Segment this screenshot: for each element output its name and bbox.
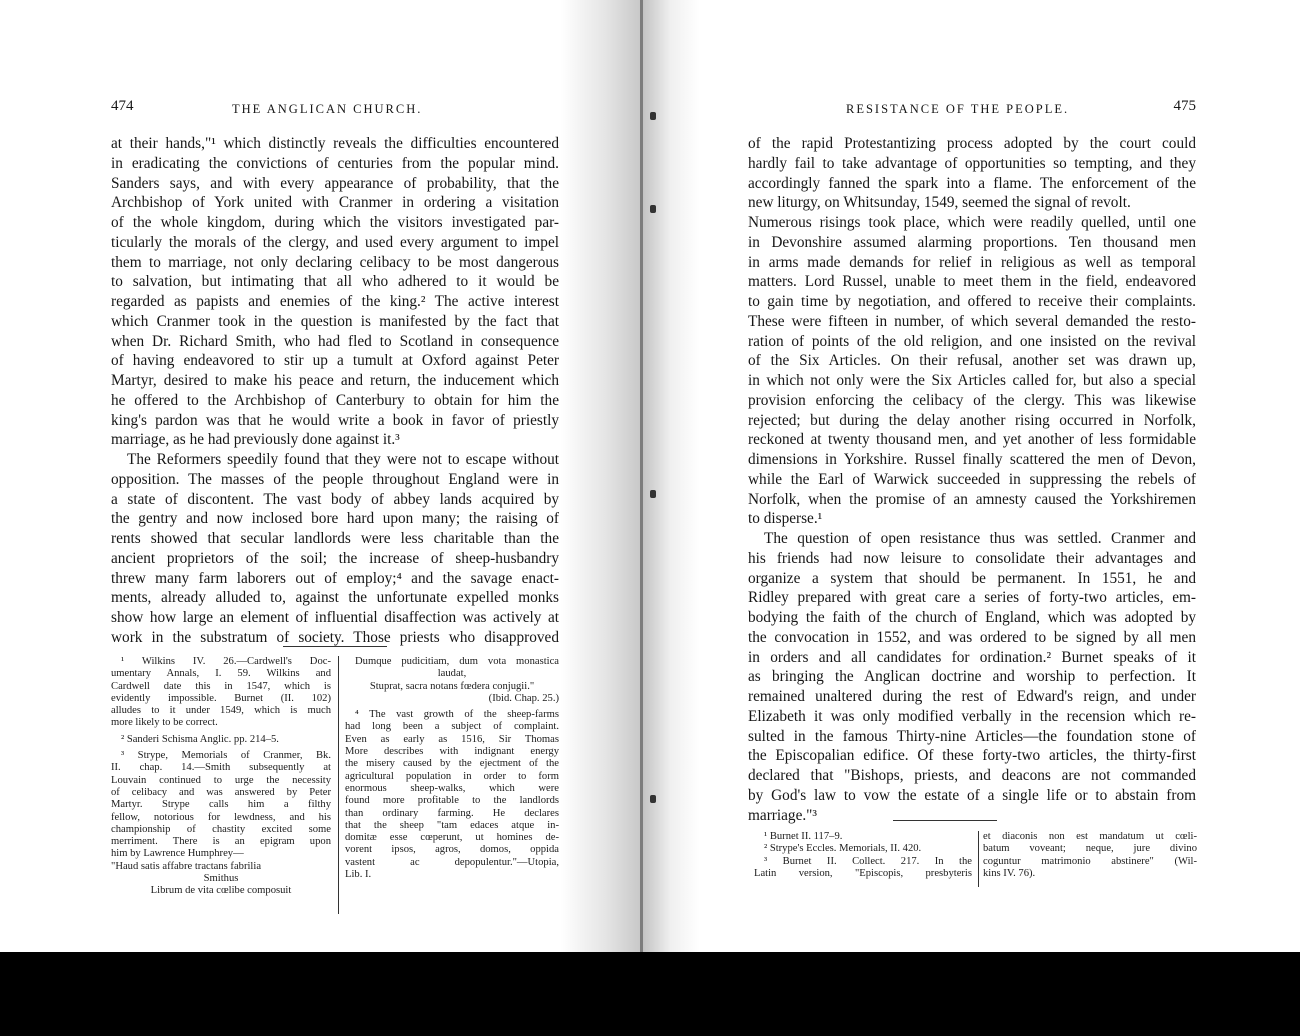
text-line: in eradicating the convictions of centuries from the popular mind. [111,154,559,172]
page-fold [640,0,643,952]
footnote-line: "Haud satis affabre tractans fabrilia [111,860,262,872]
text-line: ments, already alluded to, against the unfortunate expelled monks [111,589,559,607]
right-footnotes-col2 [983,831,1197,880]
text-line: regarded as papists and enemies of the king.² The active interest [111,293,559,310]
footnote-line: championship of chastity excited some [111,823,331,835]
footnote-line: agricultural population in order to form [345,770,559,782]
text-line: of having endeavored to stir up a tumult at Oxford against Peter [111,352,559,370]
footnote-line: merriment. There is an epigram upon [111,836,331,848]
text-line: in which not only were the Six Articles called for, but also a special [748,372,1196,389]
footnote-line: ¹ Wilkins IV. 26.—Cardwell's Doc- [121,656,331,667]
text-line: rejected; but during the delay another rising occurred in Norfolk, [748,411,1196,429]
footnote-line: domitæ esse cœperunt, ut homines de- [345,832,559,844]
binding-stitch [650,112,656,120]
left-header-title: THE ANGLICAN CHURCH. [232,102,423,116]
text-line: threw many farm laborers out of employ;⁴ and the savage enact- [111,569,559,587]
text-line: show how large an element of influential disaffection was actively at [111,609,559,626]
text-line: in orders and all candidates for ordination.² Burnet speaks of it [748,648,1196,666]
left-body-text [111,134,559,648]
text-line: reckoned at twenty thousand men, and yet another of less formidable [748,431,1196,449]
text-line: of the rapid Protestantizing process adopted by the court could [748,135,1196,152]
text-line: to salvation, but intimating that all who adhered to it would be [111,273,559,291]
binding-stitch [650,490,656,498]
footnote-line: Martyr. Strype calls him a filthy [111,799,331,811]
right-footnote-divider [978,831,979,887]
text-line: hardly fail to take advantage of opportunities so tempting, and they [748,154,1196,172]
text-line: to gain time by negotiation, and offered to receive their complaints. [748,293,1196,310]
text-line: by God's law to vow the estate of a single life or to abstain from [748,786,1196,804]
footnote-line: fellow, notorious for lewdness, and his [111,811,331,823]
text-line: in arms made demands for relief in religious as well as temporal [748,253,1196,271]
text-line: he offered to the Archbishop of Canterbury to obtain for him the [111,391,559,409]
right-footnote-rule [893,820,997,821]
footnote-line: (Ibid. Chap. 25.) [488,692,559,704]
footnote-line: enormous sheep-walks, which were [345,782,559,794]
binding-stitch [650,795,656,803]
footnote-line: Cardwell date this in 1547, which is [111,680,331,692]
right-running-head [748,98,1196,122]
text-line: declared that "Bishops, priests, and deacons are not commanded [748,767,1196,784]
text-line: while the Earl of Warwick succeeded in suppressing the rebels of [748,470,1196,488]
footnote-line: et diaconis non est mandatum ut cœli- [983,831,1197,842]
footnote-line: batum voveant; neque, jure divino [983,843,1197,855]
footnote-line: that the sheep "tam edaces atque in- [345,819,559,831]
text-line: of the Six Articles. On their refusal, another set was drawn up, [748,352,1196,370]
text-line: accordingly fanned the spark into a flame. The enforcement of the [748,174,1196,192]
footnote-line: ² Strype's Eccles. Memorials, II. 420. [764,843,922,855]
text-line: Numerous risings took place, which were readily quelled, until one [748,214,1196,231]
text-line: ancient proprietors of the soil; the increase of sheep-husbandry [111,549,559,567]
gutter-shadow-left [560,0,642,952]
text-line: Ridley prepared with great care a series of forty-two articles, em- [748,589,1196,607]
footnote-line: Louvain continued to urge the necessity [111,774,331,786]
right-body-text [748,134,1196,825]
text-line: when Dr. Richard Smith, who had fled to Scotland in consequence [111,332,559,350]
left-page-number: 474 [111,98,134,114]
footnote-line: ³ Burnet II. Collect. 217. In the [764,855,972,867]
footnote-line: had long been a subject of complaint. [345,721,559,733]
text-line: the Episcopalian edifice. Of these forty-two articles, the thirty-first [748,747,1196,765]
footnote-line: him by Lawrence Humphrey— [111,848,244,860]
text-line: matters. Lord Russel, unable to meet them in the field, endeavored [748,273,1196,291]
footnote-line: vorent ipsos, agros, domos, oppida [345,844,559,856]
text-line: his friends had now leisure to consolidate their advantages and [748,549,1196,567]
text-line: work in the substratum of society. Those priests who disapproved [111,628,559,646]
left-footnotes-col2 [345,656,559,881]
right-footnotes-col1 [754,831,972,880]
footnote-line: found more profitable to the landlords [345,795,559,807]
text-line: dimensions in Yorkshire. Russel finally scattered the men of Devon, [748,451,1196,468]
right-header-title: RESISTANCE OF THE PEOPLE. [846,102,1070,116]
footnote-line: Latin version, "Episcopis, presbyteris [754,867,972,879]
footnote-line: than ordinary farming. He declares [345,807,559,819]
footnote-line: II. chap. 14.—Smith subsequently at [111,762,331,774]
footnote-line: More describes with indignant energy [345,746,559,758]
text-line: Sanders says, and with every appearance of probability, that the [111,174,559,192]
text-line: Martyr, desired to make his peace and return, the inducement which [111,372,559,389]
text-line: Archbishop of York united with Cranmer in ordering a visitation [111,194,559,212]
text-line: provision enforcing the celibacy of the clergy. This was likewise [748,391,1196,409]
footnote-line: ¹ Burnet II. 117–9. [764,831,843,842]
left-footnote-divider [338,656,339,914]
footnote-line: more likely to be correct. [111,717,218,729]
text-line: the gentry and now inclosed bore hard upon many; the raising of [111,510,559,528]
text-line: The Reformers speedily found that they were not to escape without [127,451,559,468]
text-line: at their hands,"¹ which distinctly reveals the difficulties encountered [111,135,559,152]
text-line: them to marriage, not only declaring celibacy to be most dangerous [111,253,559,271]
left-footnote-rule [283,646,387,647]
text-line: Norfolk, when the promise of an amnesty caused the Yorkshiremen [748,490,1196,508]
left-running-head [111,98,559,122]
text-line: a state of discontent. The vast body of abbey lands acquired by [111,490,559,508]
text-line: ration of points of the old religion, and one insisted on the revival [748,332,1196,350]
footnote-line: Librum de vita cœlibe composuit [150,885,292,897]
text-line: sulted in the famous Thirty-nine Articles—the foundation stone of [748,727,1196,745]
gutter-shadow-right [642,0,700,952]
text-line: These were fifteen in number, of which several demanded the resto- [748,312,1196,330]
footnote-line: vastent ac depopulentur."—Utopia, [345,856,559,868]
left-footnotes-col1 [111,656,331,898]
text-line: in Devonshire assumed alarming proportions. Ten thousand men [748,233,1196,251]
text-line: opposition. The masses of the people throughout England were in [111,470,559,488]
text-line: Elizabeth it was only modified verbally in the recension which re- [748,707,1196,725]
footnote-line: the misery caused by the ejectment of the [345,758,559,770]
footnote-line: Lib. I. [345,869,372,881]
footnote-line: of celibacy and was answered by Peter [111,786,331,798]
footnote-line: coguntur matrimonio abstinere" (Wil- [983,855,1197,867]
text-line: organize a system that should be permanent. In 1551, he and [748,569,1196,587]
footnote-line: umentary Annals, I. 59. Wilkins and [111,668,331,680]
text-line: new liturgy, on Whitsunday, 1549, seemed the signal of revolt. [748,194,1131,212]
footnote-line: ³ Strype, Memorials of Cranmer, Bk. [121,750,331,762]
binding-stitch [650,205,656,213]
text-line: remained unaltered during the rest of Edward's reign, and under [748,688,1196,705]
footnote-line: kins IV. 76). [983,867,1036,879]
text-line: marriage."³ [748,806,818,824]
text-line: of the whole kingdom, during which the visitors investigated par- [111,214,559,231]
text-line: The question of open resistance thus was settled. Cranmer and [764,530,1196,547]
footnote-line: Smithus [203,873,239,885]
footnote-line: ² Sanderi Schisma Anglic. pp. 214–5. [121,733,279,745]
footnote-line: alludes to it under 1549, which is much [111,705,331,717]
text-line: king's pardon was that he would write a book in favor of priestly [111,411,559,429]
text-line: bodying the faith of the church of England, which was adopted by [748,609,1196,626]
right-page-number: 475 [1173,98,1196,114]
text-line: rents showed that secular landlords were less charitable than the [111,530,559,547]
text-line: the convocation in 1552, and was ordered to be signed by all men [748,628,1196,646]
footnote-line: Stuprat, sacra notans fœdera conjugii." [369,680,535,692]
text-line: as bringing the Anglican doctrine and worship to perfection. It [748,668,1196,686]
footnote-line: evidently impossible. Burnet (II. 102) [111,692,331,704]
footnote-line: Even as early as 1516, Sir Thomas [345,733,559,745]
text-line: to disperse.¹ [748,510,823,528]
footnote-line: ⁴ The vast growth of the sheep-farms [355,709,559,721]
footnote-line: Dumque pudicitiam, dum vota monastica [355,656,559,667]
text-line: which Cranmer took in the question is manifested by the fact that [111,312,559,330]
text-line: ticularly the morals of the clergy, and used every argument to impel [111,233,559,251]
text-line: marriage, as he had previously done against it.³ [111,431,400,449]
footnote-line: laudat, [437,668,467,680]
